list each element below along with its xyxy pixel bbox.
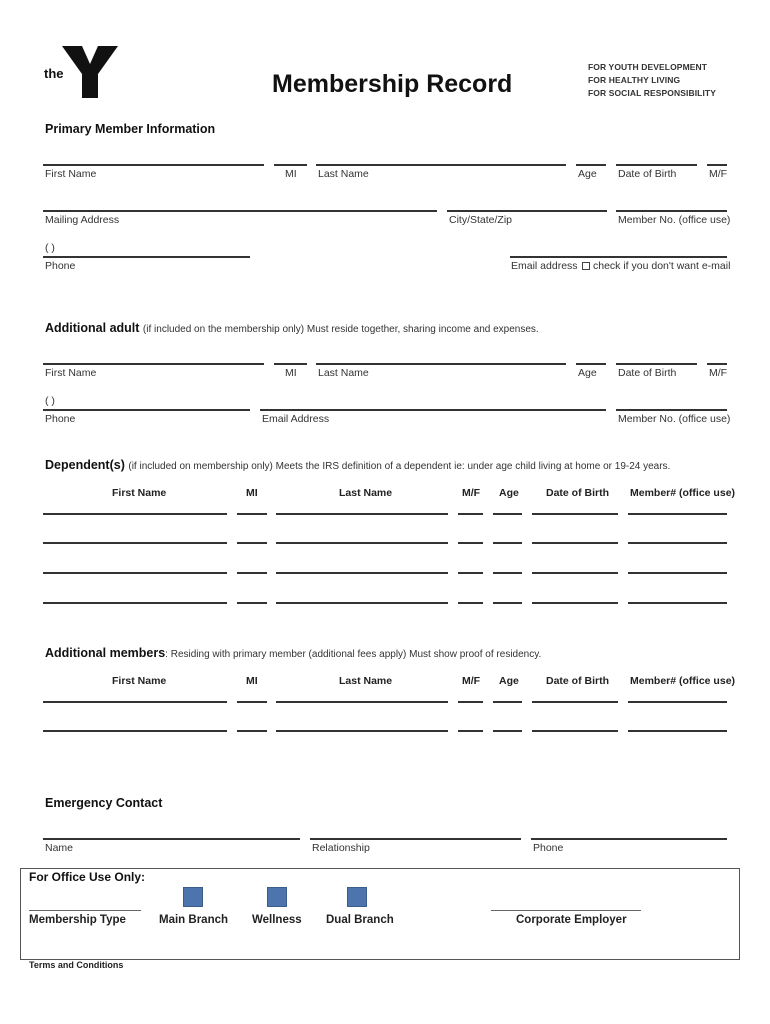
- phone-paren: ( ): [45, 242, 55, 254]
- dep-col-member-no: Member# (office use): [630, 487, 736, 499]
- dependent-row-4-col-2[interactable]: [237, 602, 267, 604]
- dependent-row-1-col-5[interactable]: [493, 513, 522, 515]
- dependent-row-2-col-3[interactable]: [276, 542, 448, 544]
- add-col-mf: M/F: [462, 675, 481, 687]
- dependent-row-3-col-1[interactable]: [43, 572, 227, 574]
- primary-mi-field[interactable]: [274, 164, 307, 166]
- member-no-label: Member No. (office use): [618, 214, 731, 226]
- additional-heading: [45, 646, 541, 660]
- dependent-row-4-col-6[interactable]: [532, 602, 618, 604]
- adult-last-name-field[interactable]: [316, 363, 566, 365]
- tagline-2: FOR HEALTHY LIVING: [588, 75, 681, 85]
- dependent-row-2-col-2[interactable]: [237, 542, 267, 544]
- main-branch-label: Main Branch: [159, 914, 229, 926]
- primary-phone-label: Phone: [45, 260, 76, 272]
- logo-text: the: [44, 66, 64, 81]
- dependent-row-1-col-6[interactable]: [532, 513, 618, 515]
- dep-col-age: Age: [499, 487, 519, 499]
- dependent-row-3-col-3[interactable]: [276, 572, 448, 574]
- dep-col-mf: M/F: [462, 487, 481, 499]
- terms-and-conditions[interactable]: Terms and Conditions: [29, 960, 124, 970]
- adult-heading: [45, 321, 539, 335]
- dependent-row-1-col-3[interactable]: [276, 513, 448, 515]
- adult-dob-field[interactable]: [616, 363, 697, 365]
- dependent-row-1-col-2[interactable]: [237, 513, 267, 515]
- additional-heading-title: Additional members: [45, 646, 166, 660]
- dependent-row-3-col-7[interactable]: [628, 572, 727, 574]
- additional-member-row-1-col-4[interactable]: [458, 701, 483, 703]
- adult-mi-label: MI: [285, 367, 297, 379]
- adult-phone-field[interactable]: [43, 409, 250, 411]
- dependent-row-4-col-3[interactable]: [276, 602, 448, 604]
- primary-age-field[interactable]: [576, 164, 606, 166]
- emergency-phone-label: Phone: [533, 842, 564, 854]
- no-email-option[interactable]: [582, 260, 730, 272]
- additional-member-row-1-col-6[interactable]: [532, 701, 618, 703]
- adult-heading-note: (if included on the membership only) Must reside together, sharing income and expenses.: [142, 324, 539, 335]
- primary-mi-label: MI: [285, 168, 297, 180]
- city-state-zip-field[interactable]: [447, 210, 607, 212]
- dependent-row-1-col-1[interactable]: [43, 513, 227, 515]
- adult-member-no-field[interactable]: [616, 409, 727, 411]
- adult-email-field[interactable]: [260, 409, 606, 411]
- additional-member-row-2-col-2[interactable]: [237, 730, 267, 732]
- additional-member-row-1-col-1[interactable]: [43, 701, 227, 703]
- adult-first-name-label: First Name: [45, 367, 97, 379]
- tagline-3: FOR SOCIAL RESPONSIBILITY: [588, 88, 716, 98]
- adult-age-field[interactable]: [576, 363, 606, 365]
- mailing-address-field[interactable]: [43, 210, 437, 212]
- emergency-relationship-field[interactable]: [310, 838, 521, 840]
- primary-heading: Primary Member Information: [45, 122, 216, 136]
- additional-heading-note: : Residing with primary member (additional fees apply) Must show proof of residency.: [165, 649, 542, 660]
- primary-phone-field[interactable]: [43, 256, 250, 258]
- dep-col-first-name: First Name: [112, 487, 167, 499]
- additional-member-row-2-col-4[interactable]: [458, 730, 483, 732]
- no-email-label: check if you don't want e-mail: [593, 260, 731, 272]
- emergency-heading: Emergency Contact: [45, 796, 163, 810]
- emergency-name-field[interactable]: [43, 838, 300, 840]
- dep-col-last-name: Last Name: [339, 487, 393, 499]
- office-heading: For Office Use Only:: [29, 870, 146, 884]
- adult-last-name-label: Last Name: [318, 367, 369, 379]
- add-col-member-no: Member# (office use): [630, 675, 736, 687]
- dependent-row-4-col-7[interactable]: [628, 602, 727, 604]
- dependent-row-3-col-2[interactable]: [237, 572, 267, 574]
- adult-first-name-field[interactable]: [43, 363, 264, 365]
- primary-mf-label: M/F: [709, 168, 728, 180]
- primary-email-label: Email address: [511, 260, 578, 272]
- additional-member-row-2-col-1[interactable]: [43, 730, 227, 732]
- adult-mf-label: M/F: [709, 367, 728, 379]
- dependent-row-3-col-5[interactable]: [493, 572, 522, 574]
- membership-type-label: Membership Type: [29, 914, 126, 926]
- dependent-row-4-col-4[interactable]: [458, 602, 483, 604]
- primary-mf-field[interactable]: [707, 164, 727, 166]
- add-col-last-name: Last Name: [339, 675, 393, 687]
- additional-member-row-2-col-7[interactable]: [628, 730, 727, 732]
- no-email-checkbox[interactable]: [582, 262, 590, 270]
- dependent-row-4-col-5[interactable]: [493, 602, 522, 604]
- adult-heading-title: Additional adult: [45, 321, 140, 335]
- ymca-y-logo: [60, 44, 122, 100]
- primary-age-label: Age: [578, 168, 597, 180]
- add-col-dob: Date of Birth: [546, 675, 609, 687]
- add-col-first-name: First Name: [112, 675, 167, 687]
- corporate-employer-label: Corporate Employer: [516, 914, 627, 926]
- additional-member-row-1-col-5[interactable]: [493, 701, 522, 703]
- corporate-employer-field[interactable]: [491, 910, 641, 911]
- membership-type-field[interactable]: [29, 910, 141, 911]
- additional-member-row-1-col-3[interactable]: [276, 701, 448, 703]
- dependents-heading: [45, 458, 670, 472]
- dual-branch-label: Dual Branch: [326, 914, 394, 926]
- adult-email-label: Email Address: [262, 413, 330, 425]
- dependent-row-3-col-4[interactable]: [458, 572, 483, 574]
- wellness-label: Wellness: [252, 914, 302, 926]
- member-no-field[interactable]: [616, 210, 727, 212]
- add-col-mi: MI: [246, 675, 258, 687]
- primary-last-name-label: Last Name: [318, 168, 369, 180]
- adult-mi-field[interactable]: [274, 363, 307, 365]
- primary-last-name-field[interactable]: [316, 164, 566, 166]
- dependent-row-2-col-5[interactable]: [493, 542, 522, 544]
- dependents-heading-note: (if included on membership only) Meets the IRS definition of a dependent ie: under age child living at home or 19-24 years.: [128, 461, 671, 472]
- adult-mf-field[interactable]: [707, 363, 727, 365]
- dependent-row-1-col-4[interactable]: [458, 513, 483, 515]
- dependent-row-1-col-7[interactable]: [628, 513, 727, 515]
- additional-member-row-1-col-2[interactable]: [237, 701, 267, 703]
- additional-member-row-1-col-7[interactable]: [628, 701, 727, 703]
- dependent-row-4-col-1[interactable]: [43, 602, 227, 604]
- emergency-relationship-label: Relationship: [312, 842, 370, 854]
- dependent-row-2-col-6[interactable]: [532, 542, 618, 544]
- additional-member-row-2-col-6[interactable]: [532, 730, 618, 732]
- dependent-row-2-col-7[interactable]: [628, 542, 727, 544]
- add-col-age: Age: [499, 675, 519, 687]
- main-branch-checkbox[interactable]: [183, 887, 203, 907]
- adult-age-label: Age: [578, 367, 597, 379]
- primary-dob-field[interactable]: [616, 164, 697, 166]
- adult-member-no-label: Member No. (office use): [618, 413, 731, 425]
- adult-phone-paren: ( ): [45, 395, 55, 407]
- dependent-row-2-col-4[interactable]: [458, 542, 483, 544]
- emergency-name-label: Name: [45, 842, 74, 854]
- additional-member-row-2-col-5[interactable]: [493, 730, 522, 732]
- page-title: Membership Record: [272, 70, 513, 98]
- dependent-row-2-col-1[interactable]: [43, 542, 227, 544]
- emergency-phone-field[interactable]: [531, 838, 727, 840]
- primary-first-name-label: First Name: [45, 168, 97, 180]
- dep-col-dob: Date of Birth: [546, 487, 609, 499]
- city-state-zip-label: City/State/Zip: [449, 214, 513, 226]
- primary-email-field[interactable]: [510, 256, 727, 258]
- dep-col-mi: MI: [246, 487, 258, 499]
- primary-dob-label: Date of Birth: [618, 168, 677, 180]
- dual-branch-checkbox[interactable]: [347, 887, 367, 907]
- tagline-1: FOR YOUTH DEVELOPMENT: [588, 62, 708, 72]
- primary-first-name-field[interactable]: [43, 164, 264, 166]
- mailing-address-label: Mailing Address: [45, 214, 120, 226]
- adult-dob-label: Date of Birth: [618, 367, 677, 379]
- additional-member-row-2-col-3[interactable]: [276, 730, 448, 732]
- dependent-row-3-col-6[interactable]: [532, 572, 618, 574]
- dependents-heading-title: Dependent(s): [45, 458, 125, 472]
- wellness-checkbox[interactable]: [267, 887, 287, 907]
- adult-phone-label: Phone: [45, 413, 76, 425]
